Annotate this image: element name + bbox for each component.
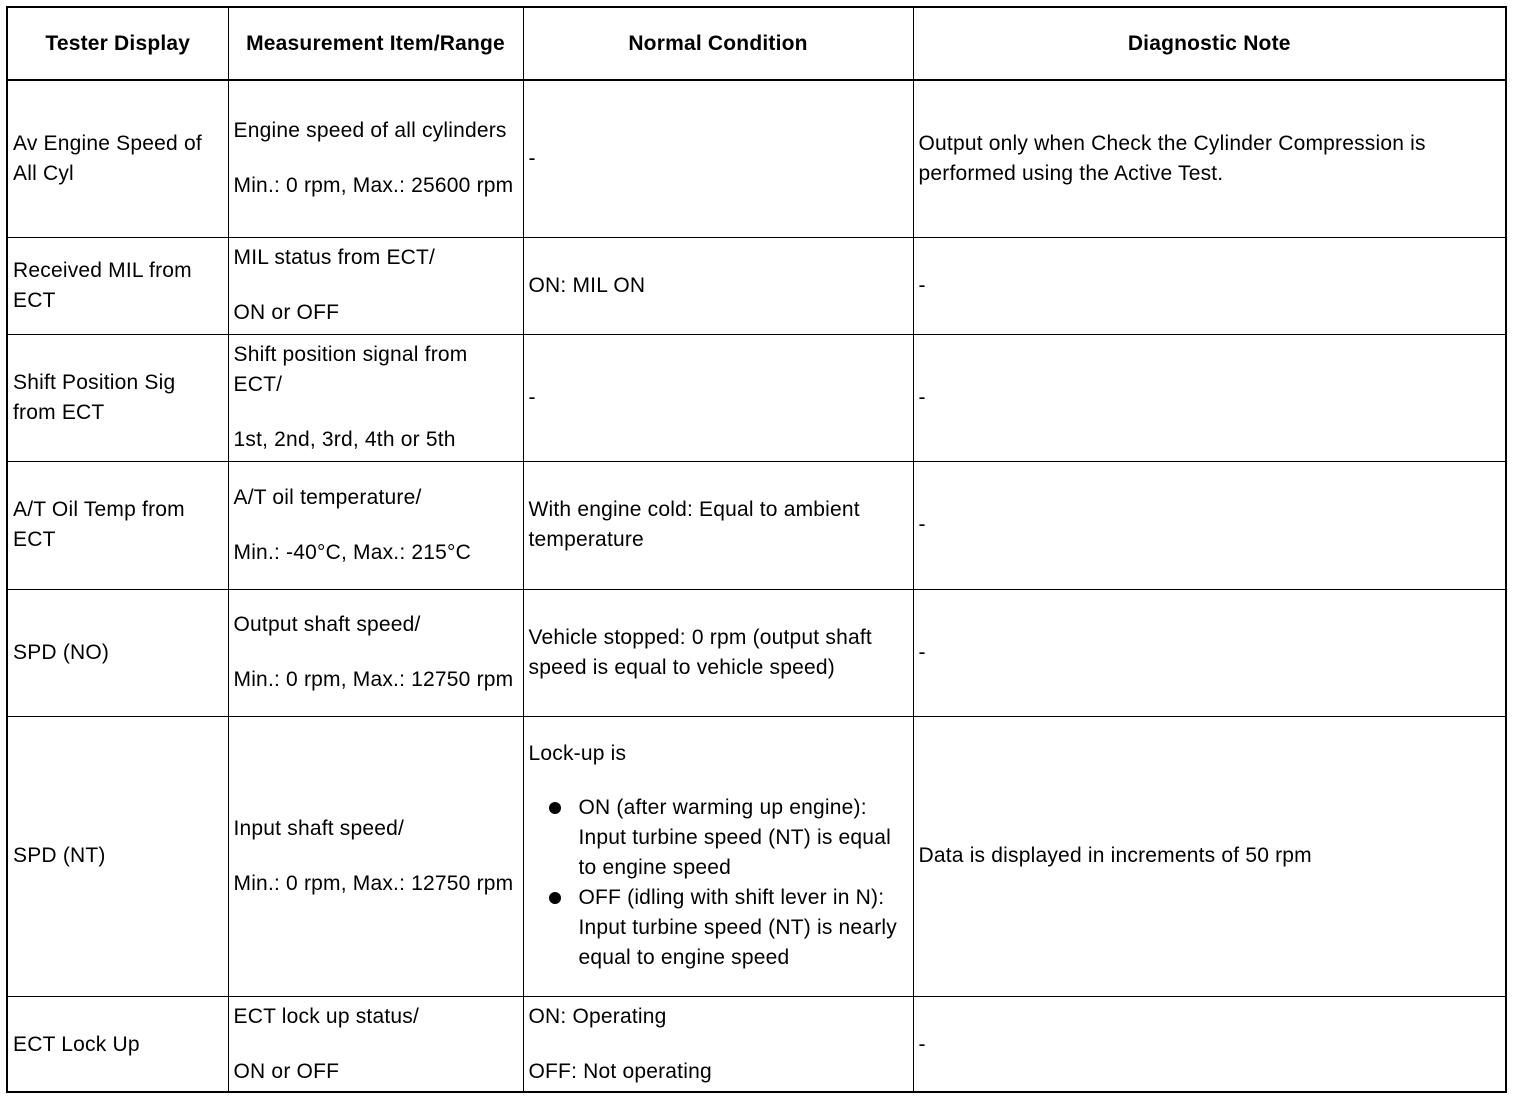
- list-item: [529, 883, 908, 973]
- cell-measurement: [228, 237, 523, 334]
- measurement-item: Output shaft speed/: [233, 613, 421, 636]
- measurement-range: ON or OFF: [233, 301, 340, 324]
- cell-measurement: [228, 589, 523, 716]
- table-row: [8, 237, 1505, 334]
- cell-tester-display: Received MIL from ECT: [8, 237, 228, 334]
- data-list-table: [8, 8, 1505, 1093]
- cell-measurement: [228, 80, 523, 237]
- cell-normal-condition: [523, 716, 913, 996]
- lockup-intro: Lock-up is: [528, 742, 627, 765]
- measurement-range: 1st, 2nd, 3rd, 4th or 5th: [233, 428, 456, 451]
- condition-off: OFF: Not operating: [528, 1060, 712, 1084]
- table-row: [8, 461, 1505, 589]
- table-header-row: [8, 8, 1505, 80]
- cell-tester-display: SPD (NO): [8, 589, 228, 716]
- cell-diagnostic-note: -: [913, 237, 1505, 334]
- lockup-bullet-list: [529, 793, 908, 973]
- cell-tester-display: Shift Position Sig from ECT: [8, 334, 228, 461]
- cell-diagnostic-note: -: [913, 996, 1505, 1093]
- measurement-item: Engine speed of all cylinders: [233, 119, 507, 143]
- header-measurement: Measurement Item/Range: [228, 8, 523, 80]
- bullet-icon: [549, 802, 561, 814]
- cell-normal-condition: Vehicle stopped: 0 rpm (output shaft speed is equal to vehicle speed): [523, 589, 913, 716]
- measurement-item: Input shaft speed/: [233, 816, 405, 840]
- measurement-range: Min.: -40°C, Max.: 215°C: [233, 540, 472, 564]
- cell-diagnostic-note: -: [913, 589, 1505, 716]
- cell-normal-condition: -: [523, 80, 913, 237]
- cell-measurement: [228, 996, 523, 1093]
- cell-diagnostic-note: -: [913, 334, 1505, 461]
- measurement-item: A/T oil temperature/: [233, 485, 422, 509]
- table-row: [8, 716, 1505, 996]
- measurement-range: ON or OFF: [233, 1060, 340, 1084]
- measurement-range: Min.: 0 rpm, Max.: 12750 rpm: [233, 871, 514, 895]
- cell-tester-display: ECT Lock Up: [8, 996, 228, 1093]
- cell-measurement: [228, 461, 523, 589]
- cell-diagnostic-note: -: [913, 461, 1505, 589]
- measurement-item: MIL status from ECT/: [233, 246, 436, 269]
- table-row: [8, 996, 1505, 1093]
- cell-tester-display: A/T Oil Temp from ECT: [8, 461, 228, 589]
- measurement-range: Min.: 0 rpm, Max.: 25600 rpm: [233, 174, 514, 198]
- header-diagnostic-note: Diagnostic Note: [913, 8, 1505, 80]
- cell-normal-condition: -: [523, 334, 913, 461]
- table-row: [8, 80, 1505, 237]
- header-normal-condition: Normal Condition: [523, 8, 913, 80]
- header-tester-display: Tester Display: [8, 8, 228, 80]
- table-row: [8, 589, 1505, 716]
- bullet-text: OFF (idling with shift lever in N): Input turbine speed (NT) is nearly equal to engine speed: [578, 886, 897, 969]
- cell-normal-condition: With engine cold: Equal to ambient temperature: [523, 461, 913, 589]
- cell-diagnostic-note: Data is displayed in increments of 50 rpm: [913, 716, 1505, 996]
- data-list-table-container: [6, 6, 1507, 1093]
- cell-tester-display: SPD (NT): [8, 716, 228, 996]
- table-row: [8, 334, 1505, 461]
- bullet-icon: [549, 892, 561, 904]
- condition-on: ON: Operating: [528, 1005, 667, 1029]
- measurement-item: ECT lock up status/: [233, 1005, 419, 1029]
- measurement-range: Min.: 0 rpm, Max.: 12750 rpm: [233, 668, 514, 691]
- cell-measurement: [228, 716, 523, 996]
- cell-tester-display: Av Engine Speed of All Cyl: [8, 80, 228, 237]
- cell-normal-condition: [523, 996, 913, 1093]
- bullet-text: ON (after warming up engine): Input turbine speed (NT) is equal to engine speed: [578, 796, 891, 879]
- cell-diagnostic-note: Output only when Check the Cylinder Compression is performed using the Active Test.: [913, 80, 1505, 237]
- cell-measurement: [228, 334, 523, 461]
- cell-normal-condition: ON: MIL ON: [523, 237, 913, 334]
- list-item: [529, 793, 908, 883]
- measurement-item: Shift position signal from ECT/: [233, 343, 468, 396]
